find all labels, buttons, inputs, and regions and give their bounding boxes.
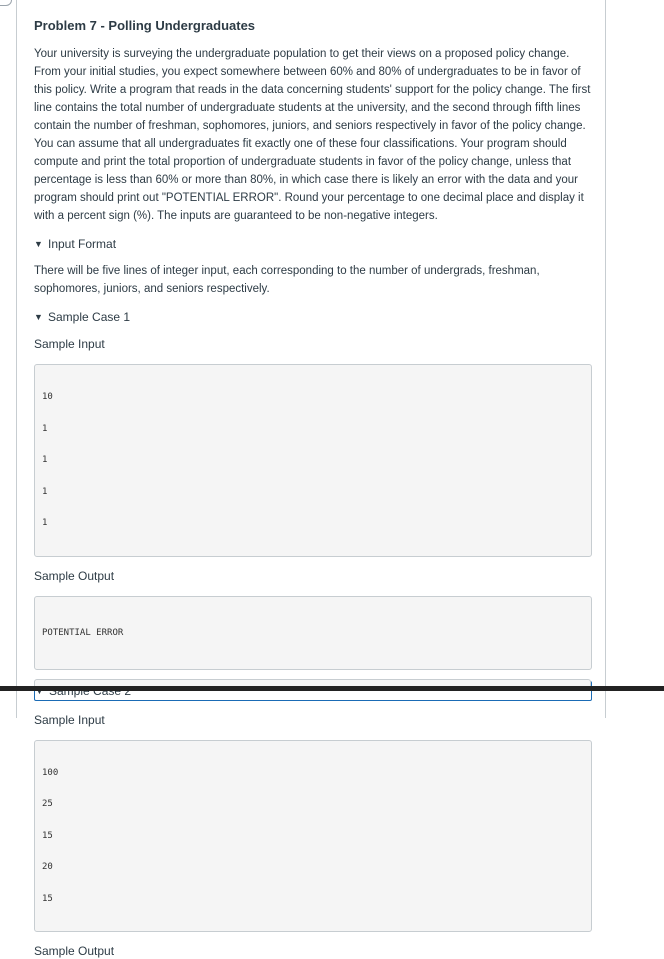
code-line: 100 xyxy=(42,767,59,778)
sample-case-2-input-label: Sample Input xyxy=(34,712,105,727)
sample-case-2-output-label: Sample Output xyxy=(34,944,115,958)
input-format-text: There will be five lines of integer input, each corresponding to the number of undergrads, freshman, sophomores, juniors, and seniors respectively. xyxy=(34,265,540,295)
sample-case-2-input-box xyxy=(34,740,592,933)
sample-case-1-input-box xyxy=(34,364,592,557)
input-format-toggle[interactable] xyxy=(34,236,592,252)
code-line: POTENTIAL ERROR xyxy=(42,627,124,638)
sample-case-1-output-label: Sample Output xyxy=(34,568,115,583)
code-line: 1 xyxy=(42,423,48,434)
problem-description: Your university is surveying the undergraduate population to get their views on a proposed policy change. From your initial studies, you expect somewhere between 60% and 80% of undergraduates to be in favor of this policy. Write a program that reads in the data concerning students' support for the policy change. The first line contains the total number of undergraduate students at the university, and the second through fifth lines contain the number of freshman, sophomores, juniors, and seniors respectively in favor of the policy change. You can assume that all undergraduates fit exactly one of these four classifications. Your program should compute and print the total proportion of undergraduate students in favor of the policy change, unless that percentage is less than 60% or more than 80%, in which case there is likely an error with the data and your program should print out "POTENTIAL ERROR". Round your percentage to one decimal place and display it with a percent sign (%). The inputs are guaranteed to be non-negative integers. xyxy=(34,48,591,222)
triangle-down-icon: ▼ xyxy=(34,312,43,322)
sample-case-1-toggle[interactable] xyxy=(34,309,592,325)
sample-case-1-input-label: Sample Input xyxy=(34,337,105,351)
sample-case-1-output-box xyxy=(34,596,592,670)
triangle-down-icon: ▼ xyxy=(34,239,43,249)
code-line: 15 xyxy=(42,893,53,904)
code-line: 1 xyxy=(42,518,48,528)
problem-content xyxy=(34,18,592,959)
corner-frame xyxy=(0,0,12,6)
code-line: 10 xyxy=(42,392,53,402)
code-line: 15 xyxy=(42,830,53,841)
input-format-heading: Input Format xyxy=(48,237,117,251)
bottom-edge-bar xyxy=(0,686,664,691)
sample-case-1-heading: Sample Case 1 xyxy=(48,310,131,324)
code-line: 1 xyxy=(42,455,48,465)
code-line: 20 xyxy=(42,862,53,872)
code-line: 25 xyxy=(42,799,53,809)
code-line: 1 xyxy=(42,486,48,497)
problem-title: Problem 7 - Polling Undergraduates xyxy=(34,18,256,33)
